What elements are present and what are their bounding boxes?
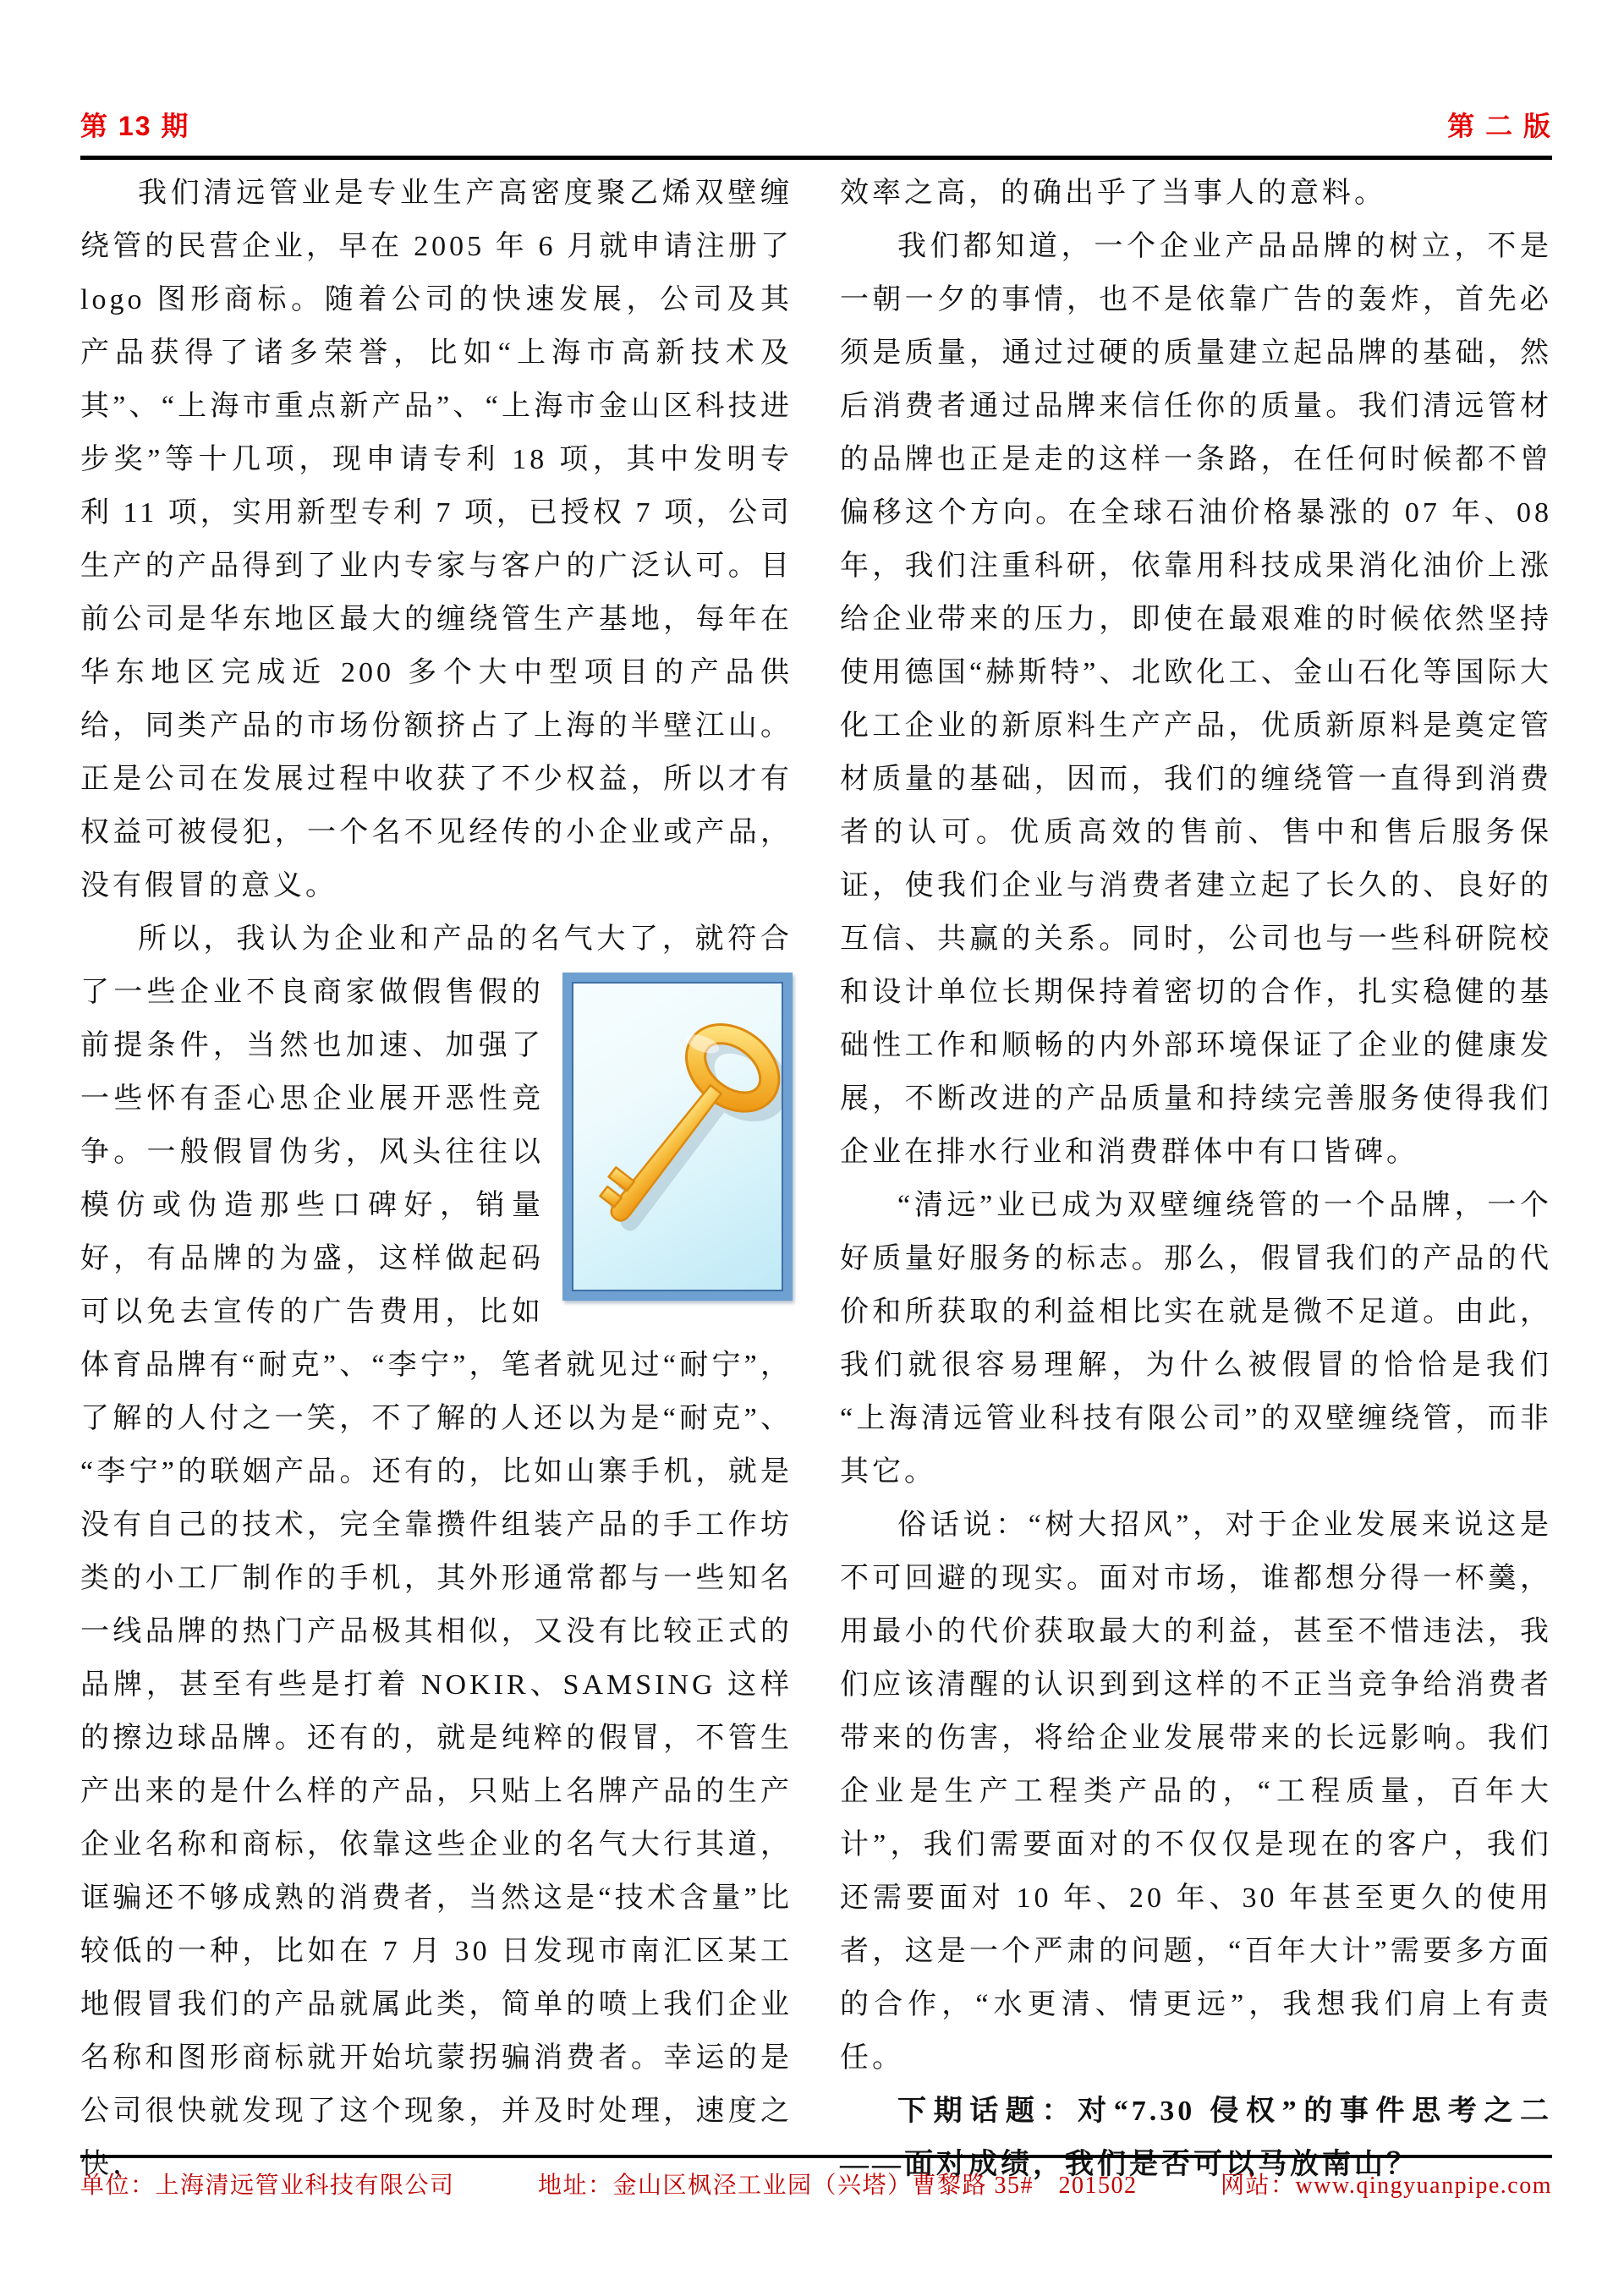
page-header bbox=[80, 107, 1552, 144]
article-paragraph-4: “清远”业已成为双壁缠绕管的一个品牌，一个好质量好服务的标志。那么，假冒我们的产品的代价和所获取的利益相比实在就是微不足道。由此，我们就很容易理解，为什么被假冒的恰恰是我们“上海清远管业科技有限公司”的双壁缠绕管，而非其它。 bbox=[840, 1190, 1552, 1488]
unit-value: 上海清远管业科技有限公司 bbox=[155, 2173, 455, 2199]
article-paragraph-2 bbox=[80, 912, 793, 2191]
address-value: 金山区枫泾工业园（兴塔）曹黎路 35# 201502 bbox=[612, 2173, 1138, 2199]
left-column bbox=[80, 167, 793, 2191]
footer-divider bbox=[80, 2155, 1552, 2158]
website-info bbox=[1221, 2167, 1552, 2200]
page-footer bbox=[80, 2155, 1552, 2200]
key-illustration-frame bbox=[562, 973, 793, 1301]
edition-number: 第 二 版 bbox=[1447, 111, 1552, 141]
key-illustration bbox=[562, 973, 793, 1301]
article-paragraph-2-lead: 所以，我认为企业和产品的名气大了，就符合 bbox=[138, 923, 793, 955]
key-illustration-background bbox=[572, 982, 783, 1291]
golden-key-icon bbox=[573, 984, 782, 1290]
address-info bbox=[538, 2167, 1138, 2200]
key-body bbox=[573, 1010, 782, 1243]
article-body bbox=[80, 167, 1552, 2191]
address-label: 地址： bbox=[538, 2173, 613, 2199]
colophon bbox=[80, 2167, 1552, 2200]
website-url: www.qingyuanpipe.com bbox=[1295, 2173, 1552, 2199]
right-column bbox=[840, 167, 1552, 2191]
next-issue-teaser: 下期话题：对“7.30 侵权”的事件思考之二——面对成绩，我们是否可以马放南山？ bbox=[840, 2096, 1552, 2180]
website-label: 网站： bbox=[1221, 2173, 1296, 2199]
article-paragraph-3: 我们都知道，一个企业产品品牌的树立，不是一朝一夕的事情，也不是依靠广告的轰炸，首先必须是质量，通过过硬的质量建立起品牌的基础，然后消费者通过品牌来信任你的质量。我们清远管材的品牌也正是走的这样一条路，在任何时候都不曾偏移这个方向。在全球石油价格暴涨的 07 年、08 年，我们注重科研，依靠用科技成果消化油价上涨给企业带来的压力，即使在最艰难的时候依然坚持使用德国“赫斯特”、北欧化工、金山石化等国际大化工企业的新原料生产产品，优质新原料是奠定管材质量的基础，因而，我们的缠绕管一直得到消费者的认可。优质高效的售前、售中和售后服务保证，使我们企业与消费者建立起了长久的、良好的互信、共赢的关系。同时，公司也与一些科研院校和设计单位长期保持着密切的合作，扎实稳健的基础性工作和顺畅的内外部环境保证了企业的健康发展，不断改进的产品质量和持续完善服务使得我们企业在排水行业和消费群体中有口皆碑。 bbox=[840, 231, 1552, 1168]
article-paragraph-1: 我们清远管业是专业生产高密度聚乙烯双壁缠绕管的民营企业，早在 2005 年 6 月就申请注册了 logo 图形商标。随着公司的快速发展，公司及其产品获得了诸多荣誉，比如“上海市高新技术及其”、“上海市重点新产品”、“上海市金山区科技进步奖”等十几项，现申请专利 18 项，其中发明专利 11 项，实用新型专利 7 项，已授权 7 项，公司生产的产品得到了业内专家与客户的广泛认可。目前公司是华东地区最大的缠绕管生产基地，每年在华东地区完成近 200 多个大中型项目的产品供给，同类产品的市场份额挤占了上海的半壁江山。正是公司在发展过程中收获了不少权益，所以才有权益可被侵犯，一个名不见经传的小企业或产品，没有假冒的意义。 bbox=[80, 178, 793, 901]
article-paragraph-2-rest: 了一些企业不良商家做假售假的前提条件，当然也加速、加强了一些怀有歪心思企业展开恶性竞争。一般假冒伪劣，风头往往以模仿或伪造那些口碑好，销量好，有品牌的为盛，这样做起码可以免去宣传的广告费用，比如体育品牌有“耐克”、“李宁”，笔者就见过“耐宁”，了解的人付之一笑，不了解的人还以为是“耐克”、“李宁”的联姻产品。还有的，比如山寨手机，就是没有自己的技术，完全靠攒件组装产品的手工作坊类的小工厂制作的手机，其外形通常都与一些知名一线品牌的热门产品极其相似，又没有比较正式的品牌，甚至有些是打着 NOKIR、SAMSING 这样的擦边球品牌。还有的，就是纯粹的假冒，不管生产出来的是什么样的产品，只贴上名牌产品的生产企业名称和商标，依靠这些企业的名气大行其道，诓骗还不够成熟的消费者，当然这是“技术含量”比较低的一种，比如在 7 月 30 日发现市南汇区某工地假冒我们的产品就属此类，简单的喷上我们企业名称和图形商标就开始坑蒙拐骗消费者。幸运的是公司很快就发现了这个现象，并及时处理，速度之快， bbox=[80, 977, 793, 2180]
unit-label: 单位： bbox=[80, 2173, 156, 2199]
article-paragraph-5: 俗话说：“树大招风”，对于企业发展来说这是不可回避的现实。面对市场，谁都想分得一杯羹，用最小的代价获取最大的利益，甚至不惜违法，我们应该清醒的认识到到这样的不正当竞争给消费者带来的伤害，将给企业发展带来的长远影响。我们企业是生产工程类产品的，“工程质量，百年大计”，我们需要面对的不仅仅是现在的客户，我们还需要面对 10 年、20 年、30 年甚至更久的使用者，这是一个严肃的问题，“百年大计”需要多方面的合作，“水更清、情更远”，我想我们肩上有责任。 bbox=[840, 1510, 1552, 2074]
article-paragraph-2-continuation: 效率之高，的确出乎了当事人的意料。 bbox=[840, 178, 1386, 209]
unit-info bbox=[80, 2167, 455, 2200]
header-divider bbox=[80, 156, 1552, 160]
issue-number: 第 13 期 bbox=[80, 111, 190, 141]
